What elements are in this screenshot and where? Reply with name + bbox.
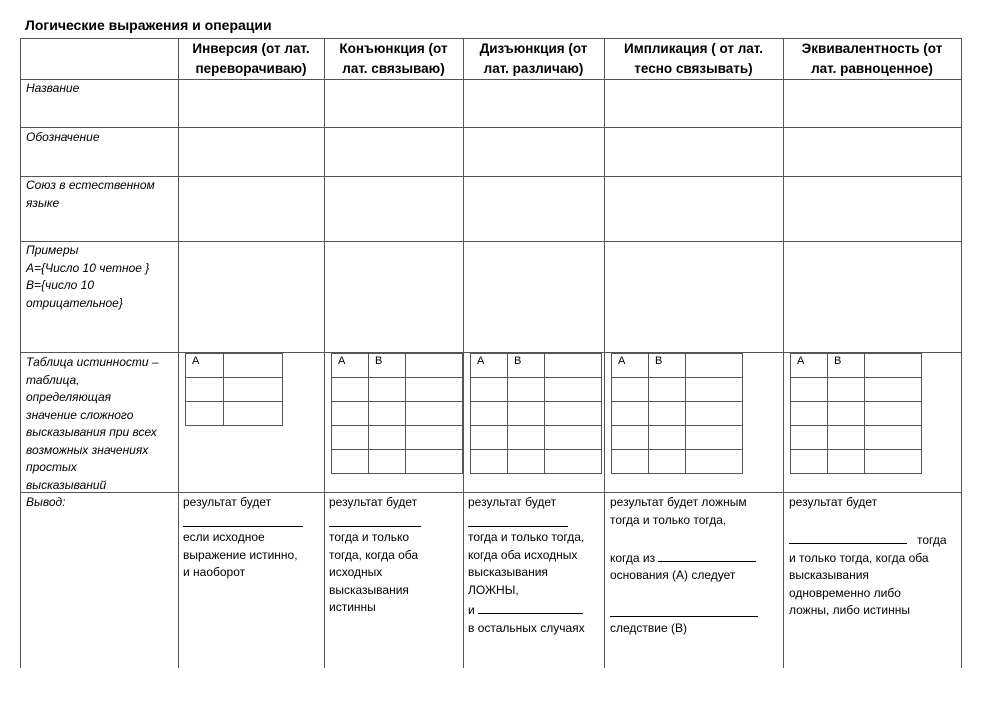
row-divider <box>20 127 962 128</box>
conclusion-conjunction: результат будет тогда и только тогда, когда оба исходных высказывания истинны <box>329 494 421 617</box>
conclusion-equivalence: результат будет тогда и только тогда, когда оба высказывания одновременно либо ложны, либо истинны <box>789 495 947 617</box>
truth-table-header-a: A <box>192 355 200 367</box>
blank-line[interactable] <box>329 512 421 527</box>
header-implication: Импликация ( от лат. тесно связывать) <box>624 41 763 76</box>
blank-line[interactable] <box>478 599 583 614</box>
truth-table-equivalence: A B <box>790 353 922 474</box>
blank-line[interactable] <box>468 512 568 527</box>
row-divider <box>20 176 962 177</box>
logic-operations-table <box>20 38 962 668</box>
row-divider <box>20 492 962 493</box>
column-divider <box>783 38 784 668</box>
blank-line[interactable] <box>610 602 758 617</box>
truth-table-disjunction: A B <box>470 353 602 474</box>
column-divider <box>324 38 325 668</box>
table-border-left <box>20 38 21 668</box>
column-divider <box>604 38 605 668</box>
blank-line[interactable] <box>789 529 907 544</box>
row-label-truth-table: Таблица истинности – таблица, определяющая значение сложного высказывания при всех возможных значениях простых высказываний <box>26 355 159 492</box>
header-inversion: Инверсия (от лат. переворачиваю) <box>192 41 310 76</box>
conclusion-implication: результат будет ложным тогда и только тогда, когда из основания (А) следует следствие (В) <box>610 494 758 637</box>
table-border-right <box>961 38 962 668</box>
row-label-examples: Примеры A={Число 10 четное } B={число 10 отрицательное} <box>26 243 150 310</box>
row-label-name: Название <box>26 81 80 95</box>
truth-table-inversion <box>185 353 283 426</box>
row-label-conjunction-word: Союз в естественном языке <box>26 178 155 210</box>
row-label-conclusion: Вывод: <box>26 495 66 509</box>
row-label-notation: Обозначение <box>26 130 100 144</box>
truth-table-conjunction: A B <box>331 353 463 474</box>
column-divider <box>178 38 179 668</box>
blank-line[interactable] <box>183 512 303 527</box>
header-conjunction: Конъюнкция (от лат. связываю) <box>339 41 448 76</box>
header-equivalence: Эквивалентность (от лат. равноценное) <box>801 41 943 76</box>
row-divider <box>20 79 962 80</box>
column-divider <box>463 38 464 668</box>
header-disjunction: Дизъюнкция (от лат. различаю) <box>479 41 588 76</box>
conclusion-disjunction: результат будет тогда и только тогда, когда оба исходных высказывания ЛОЖНЫ, и в остальных случаях <box>468 495 585 635</box>
row-divider <box>20 241 962 242</box>
page-title: Логические выражения и операции <box>25 17 272 33</box>
conclusion-inversion: результат будет если исходное выражение истинно, и наоборот <box>183 494 303 582</box>
truth-table-implication: A B <box>611 353 743 474</box>
blank-line[interactable] <box>658 547 756 562</box>
